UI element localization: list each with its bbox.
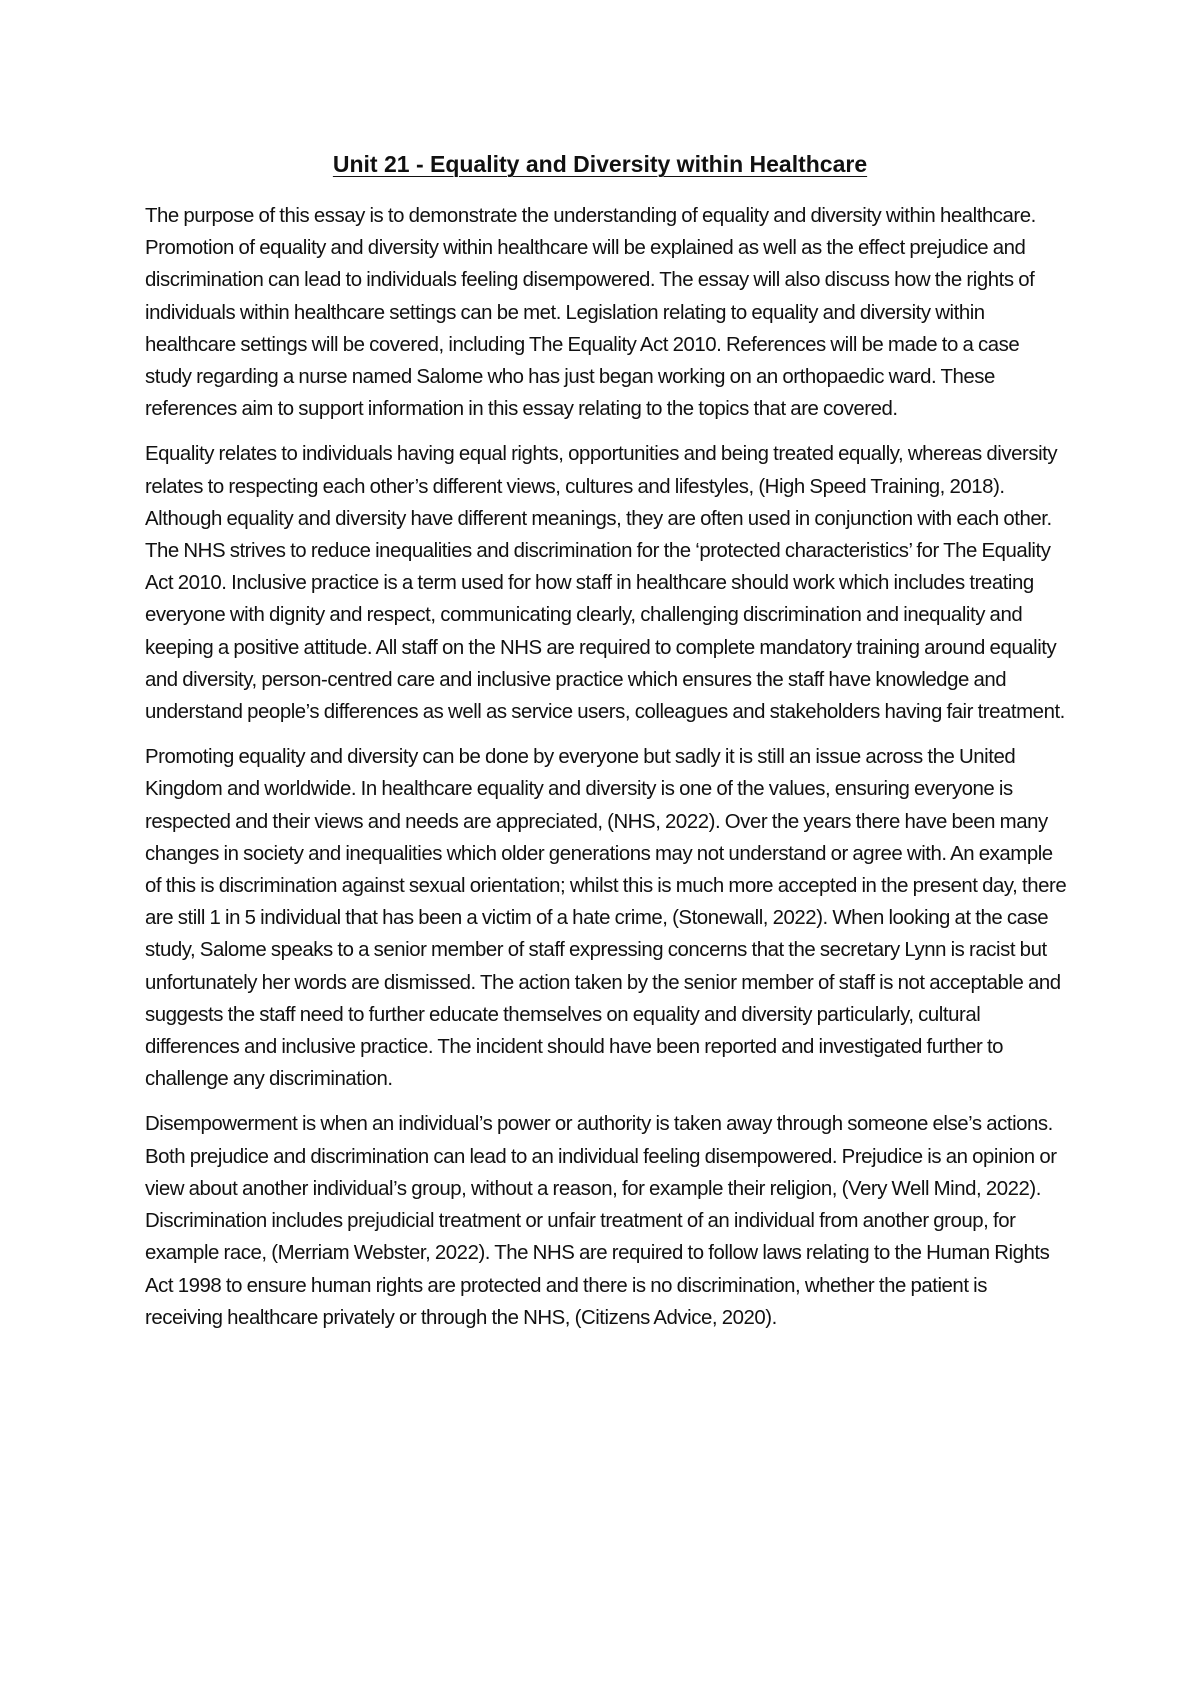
paragraph-disempowerment: Disempowerment is when an individual’s power or authority is taken away through someone else’s actions. Both prejudice and discrimination can lead to an individual feeling disempowered. Prejudice is an opinion or view about another individual’s group, without a reason, for example their religion, (Very Well Mind, 2022). Discrimination includes prejudicial treatment or unfair treatment of an individual from another group, for example race, (Merriam Webster, 2022). The NHS are required to follow laws relating to the Human Rights Act 1998 to ensure human rights are protected and there is no discrimination, whether the patient is receiving healthcare privately or through the NHS, (Citizens Advice, 2020). — [145, 1113, 1057, 1329]
paragraph-equality-definition: Equality relates to individuals having equal rights, opportunities and being treated equally, whereas diversity relates to respecting each other’s different views, cultures and lifestyles, (High Speed Training, 2018). Although equality and diversity have different meanings, they are often used in conjunction with each other. The NHS strives to reduce inequalities and discrimination for the ‘protected characteristics’ for The Equality Act 2010. Inclusive practice is a term used for how staff in healthcare should work which includes treating everyone with dignity and respect, communicating clearly, challenging discrimination and inequality and keeping a positive attitude. All staff on the NHS are required to complete mandatory training around equality and diversity, person-centred care and inclusive practice which ensures the staff have knowledge and understand people’s differences as well as service users, colleagues and stakeholders having fair treatment. — [145, 443, 1065, 724]
paragraph-promoting-equality: Promoting equality and diversity can be done by everyone but sadly it is still an issue across the United Kingdom and worldwide. In healthcare equality and diversity is one of the values, ensuring everyone is respected and their views and needs are appreciated, (NHS, 2022). Over the years there have been many changes in society and inequalities which older generations may not understand or agree with. An example of this is discrimination against sexual orientation; whilst this is much more accepted in the present day, there are still 1 in 5 individual that has been a victim of a hate crime, (Stonewall, 2022). When looking at the case study, Salome speaks to a senior member of staff expressing concerns that the secretary Lynn is racist but unfortunately her words are dismissed. The action taken by the senior member of staff is not acceptable and suggests the staff need to further educate themselves on equality and diversity particularly, cultural differences and inclusive practice. The incident should have been reported and investigated further to challenge any discrimination. — [145, 746, 1067, 1091]
document-body — [145, 200, 1067, 1347]
document-title: Unit 21 - Equality and Diversity within Healthcare — [332, 151, 868, 177]
paragraph-introduction: The purpose of this essay is to demonstrate the understanding of equality and diversity within healthcare. Promotion of equality and diversity within healthcare will be explained as well as the effect prejudice and discrimination can lead to individuals feeling disempowered. The essay will also discuss how the rights of individuals within healthcare settings can be met. Legislation relating to equality and diversity within healthcare settings will be covered, including The Equality Act 2010. References will be made to a case study regarding a nurse named Salome who has just began working on an orthopaedic ward. These references aim to support information in this essay relating to the topics that are covered. — [145, 205, 1036, 421]
